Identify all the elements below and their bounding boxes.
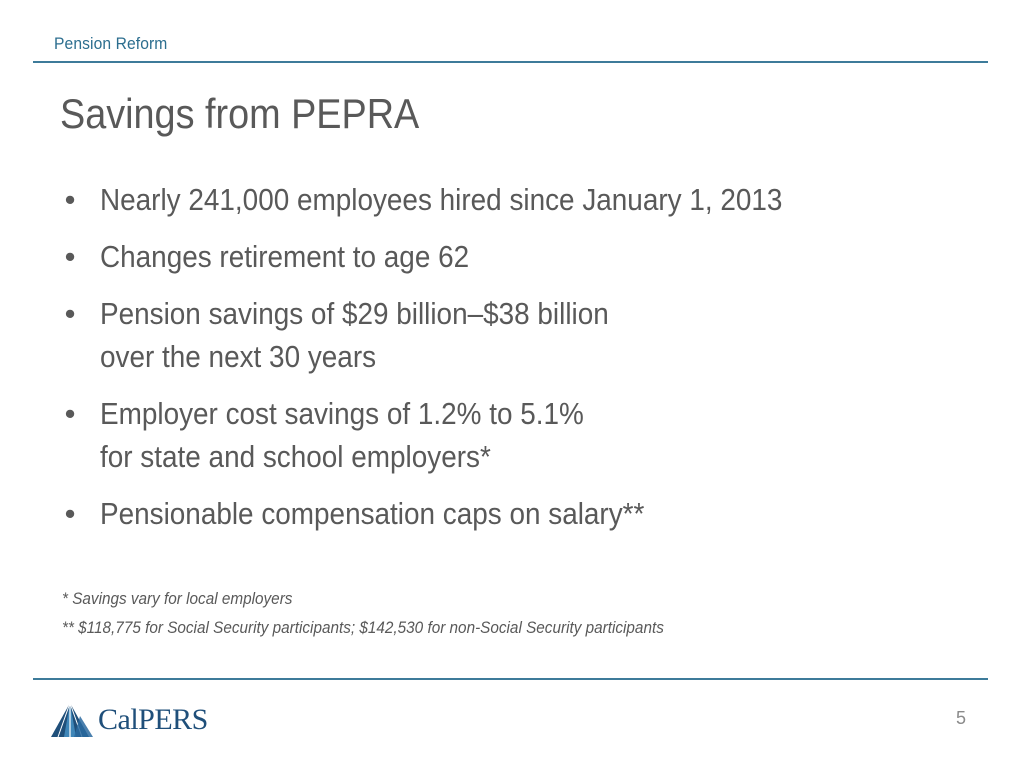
bullet-text: Pension savings of $29 billion–$38 billion xyxy=(100,296,609,331)
calpers-logo xyxy=(50,700,208,740)
section-label: Pension Reform xyxy=(54,34,168,53)
bullet-item xyxy=(60,235,980,278)
bullet-item xyxy=(60,492,980,535)
bullet-text: Changes retirement to age 62 xyxy=(100,239,470,274)
calpers-mountain-icon xyxy=(50,702,94,738)
bullet-dot: • xyxy=(64,239,76,274)
logo-wordmark: CalPERS xyxy=(98,703,208,736)
bullet-dot: • xyxy=(64,396,76,431)
bullet-text: Nearly 241,000 employees hired since January 1, 2013 xyxy=(100,182,783,217)
page-number: 5 xyxy=(955,708,966,728)
bullet-text-continuation: for state and school employers* xyxy=(100,439,491,474)
bullet-text-continuation: over the next 30 years xyxy=(100,339,377,374)
bullet-dot: • xyxy=(64,296,76,331)
footnotes xyxy=(62,584,731,642)
bullet-list xyxy=(60,178,980,549)
bullet-item xyxy=(60,292,980,378)
bullet-item xyxy=(60,178,980,221)
footnote-savings: * Savings vary for local employers xyxy=(62,589,293,608)
bullet-text: Employer cost savings of 1.2% to 5.1% xyxy=(100,396,584,431)
header-divider xyxy=(33,61,988,63)
footer-divider xyxy=(33,678,988,680)
bullet-item xyxy=(60,392,980,478)
bullet-dot: • xyxy=(64,496,76,531)
footnote-caps: ** $118,775 for Social Security participants; $142,530 for non-Social Security participants xyxy=(62,618,664,637)
slide-title: Savings from PEPRA xyxy=(60,90,420,137)
bullet-dot: • xyxy=(64,182,76,217)
bullet-text: Pensionable compensation caps on salary** xyxy=(100,496,645,531)
